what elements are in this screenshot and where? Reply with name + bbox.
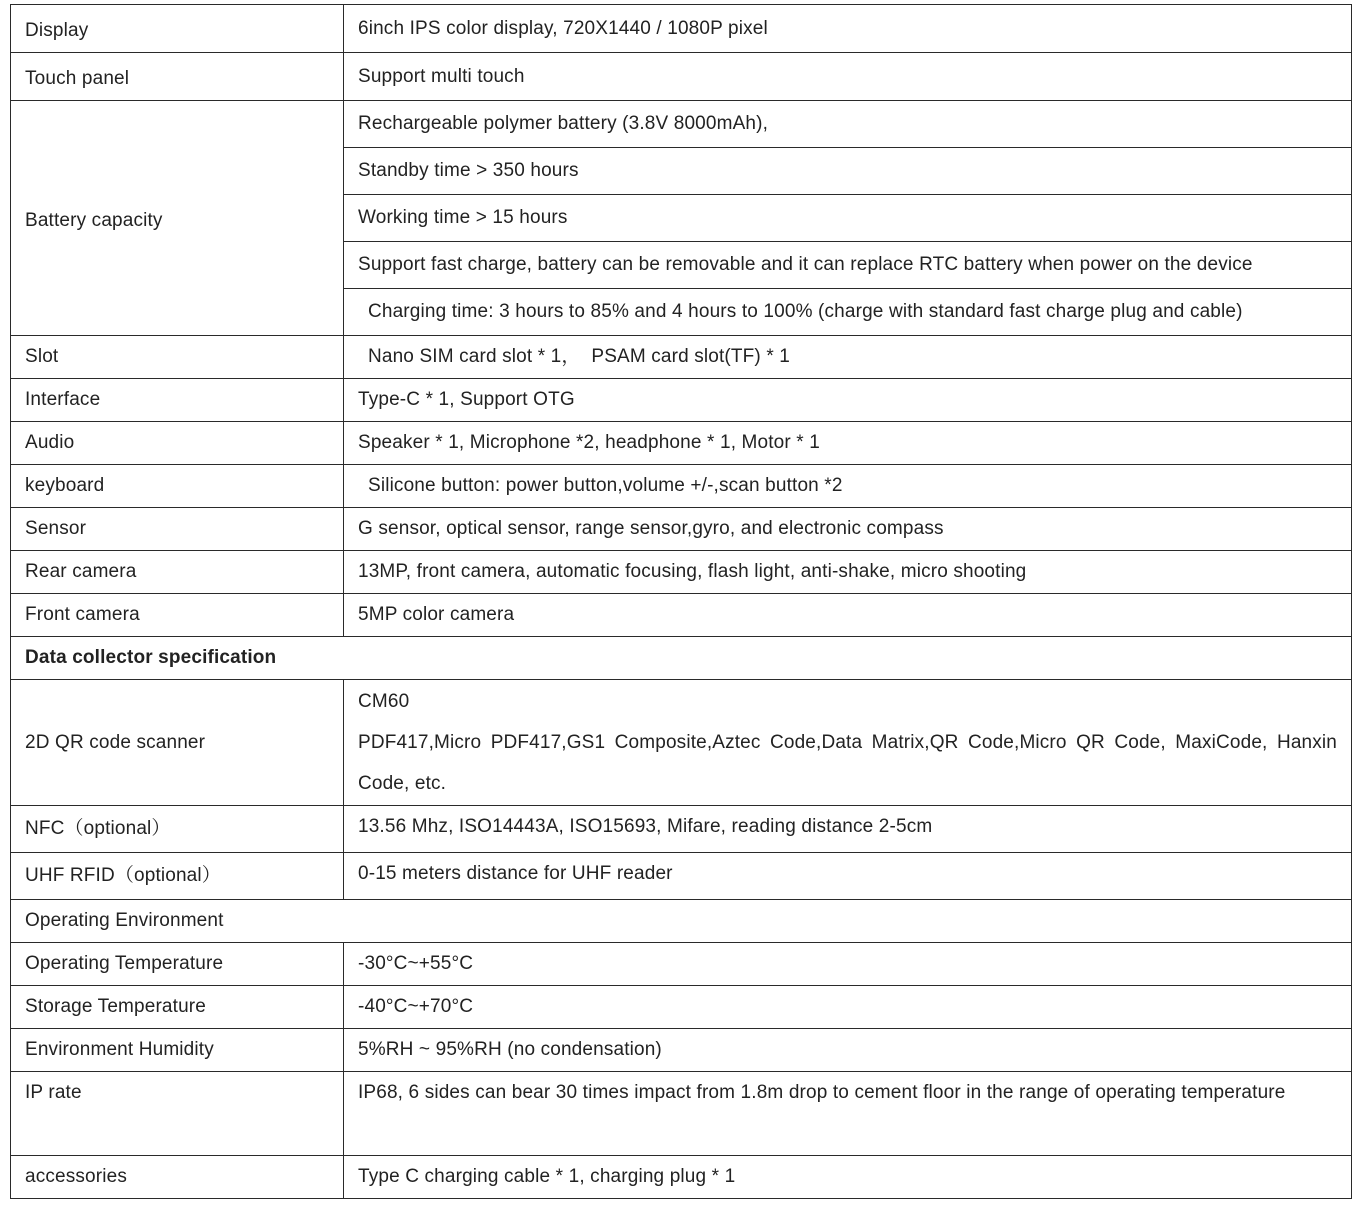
spec-value: 13MP, front camera, automatic focusing, flash light, anti-shake, micro shooting — [344, 551, 1352, 594]
spec-label: NFC（optional） — [11, 806, 344, 853]
table-row — [11, 465, 1352, 508]
spec-value: Support multi touch — [344, 53, 1352, 101]
spec-label: Slot — [11, 336, 344, 379]
spec-label: Sensor — [11, 508, 344, 551]
table-row — [11, 1072, 1352, 1156]
section-heading: Operating Environment — [11, 900, 1352, 943]
spec-value: Nano SIM card slot * 1， PSAM card slot(TF) * 1 — [344, 336, 1352, 379]
spec-label: Rear camera — [11, 551, 344, 594]
table-row — [11, 336, 1352, 379]
table-row — [11, 5, 1352, 53]
table-row — [11, 680, 1352, 806]
table-row — [11, 594, 1352, 637]
table-row — [11, 379, 1352, 422]
spec-label: Operating Temperature — [11, 943, 344, 986]
section-row — [11, 900, 1352, 943]
spec-label: Storage Temperature — [11, 986, 344, 1029]
scanner-symbologies: PDF417,Micro PDF417,GS1 Composite,Aztec Code,Data Matrix,QR Code,Micro QR Code, MaxiCode, Hanxin Code, etc. — [358, 732, 1337, 794]
spec-label: accessories — [11, 1156, 344, 1199]
table-row — [11, 806, 1352, 853]
section-heading: Data collector specification — [11, 637, 1352, 680]
spec-label: Front camera — [11, 594, 344, 637]
spec-value: G sensor, optical sensor, range sensor,gyro, and electronic compass — [344, 508, 1352, 551]
spec-label: Audio — [11, 422, 344, 465]
spec-value: 5%RH ~ 95%RH (no condensation) — [344, 1029, 1352, 1072]
table-row — [11, 1156, 1352, 1199]
table-row — [11, 986, 1352, 1029]
spec-value — [344, 680, 1352, 806]
spec-value: Type-C * 1, Support OTG — [344, 379, 1352, 422]
spec-label: Environment Humidity — [11, 1029, 344, 1072]
spec-table — [10, 4, 1352, 1199]
spec-label: Battery capacity — [11, 101, 344, 336]
spec-value: Charging time: 3 hours to 85% and 4 hours to 100% (charge with standard fast charge plug and cable) — [344, 289, 1352, 336]
spec-value: -40°C~+70°C — [344, 986, 1352, 1029]
spec-label: Display — [11, 5, 344, 53]
spec-label: IP rate — [11, 1072, 344, 1156]
spec-label: Interface — [11, 379, 344, 422]
table-row — [11, 508, 1352, 551]
spec-label: UHF RFID（optional） — [11, 853, 344, 900]
table-row — [11, 1029, 1352, 1072]
spec-value: 13.56 Mhz, ISO14443A, ISO15693, Mifare, reading distance 2-5cm — [344, 806, 1352, 853]
table-row — [11, 101, 1352, 148]
spec-value: Support fast charge, battery can be removable and it can replace RTC battery when power on the device — [344, 242, 1352, 289]
table-row — [11, 853, 1352, 900]
table-row — [11, 422, 1352, 465]
spec-value: -30°C~+55°C — [344, 943, 1352, 986]
scanner-model: CM60 — [358, 691, 410, 712]
spec-value: 6inch IPS color display, 720X1440 / 1080P pixel — [344, 5, 1352, 53]
spec-value: 0-15 meters distance for UHF reader — [344, 853, 1352, 900]
spec-value: Working time > 15 hours — [344, 195, 1352, 242]
spec-label: Touch panel — [11, 53, 344, 101]
spec-value: 5MP color camera — [344, 594, 1352, 637]
spec-value: Standby time > 350 hours — [344, 148, 1352, 195]
table-row — [11, 53, 1352, 101]
spec-value: IP68, 6 sides can bear 30 times impact from 1.8m drop to cement floor in the range of operating temperature — [344, 1072, 1352, 1156]
spec-label: keyboard — [11, 465, 344, 508]
spec-value: Speaker * 1, Microphone *2, headphone * 1, Motor * 1 — [344, 422, 1352, 465]
spec-value: Type C charging cable * 1, charging plug * 1 — [344, 1156, 1352, 1199]
section-row — [11, 637, 1352, 680]
spec-value: Silicone button: power button,volume +/-,scan button *2 — [344, 465, 1352, 508]
spec-sheet — [10, 4, 1351, 1199]
table-row — [11, 551, 1352, 594]
spec-label: 2D QR code scanner — [11, 680, 344, 806]
spec-value: Rechargeable polymer battery (3.8V 8000mAh), — [344, 101, 1352, 148]
table-row — [11, 943, 1352, 986]
